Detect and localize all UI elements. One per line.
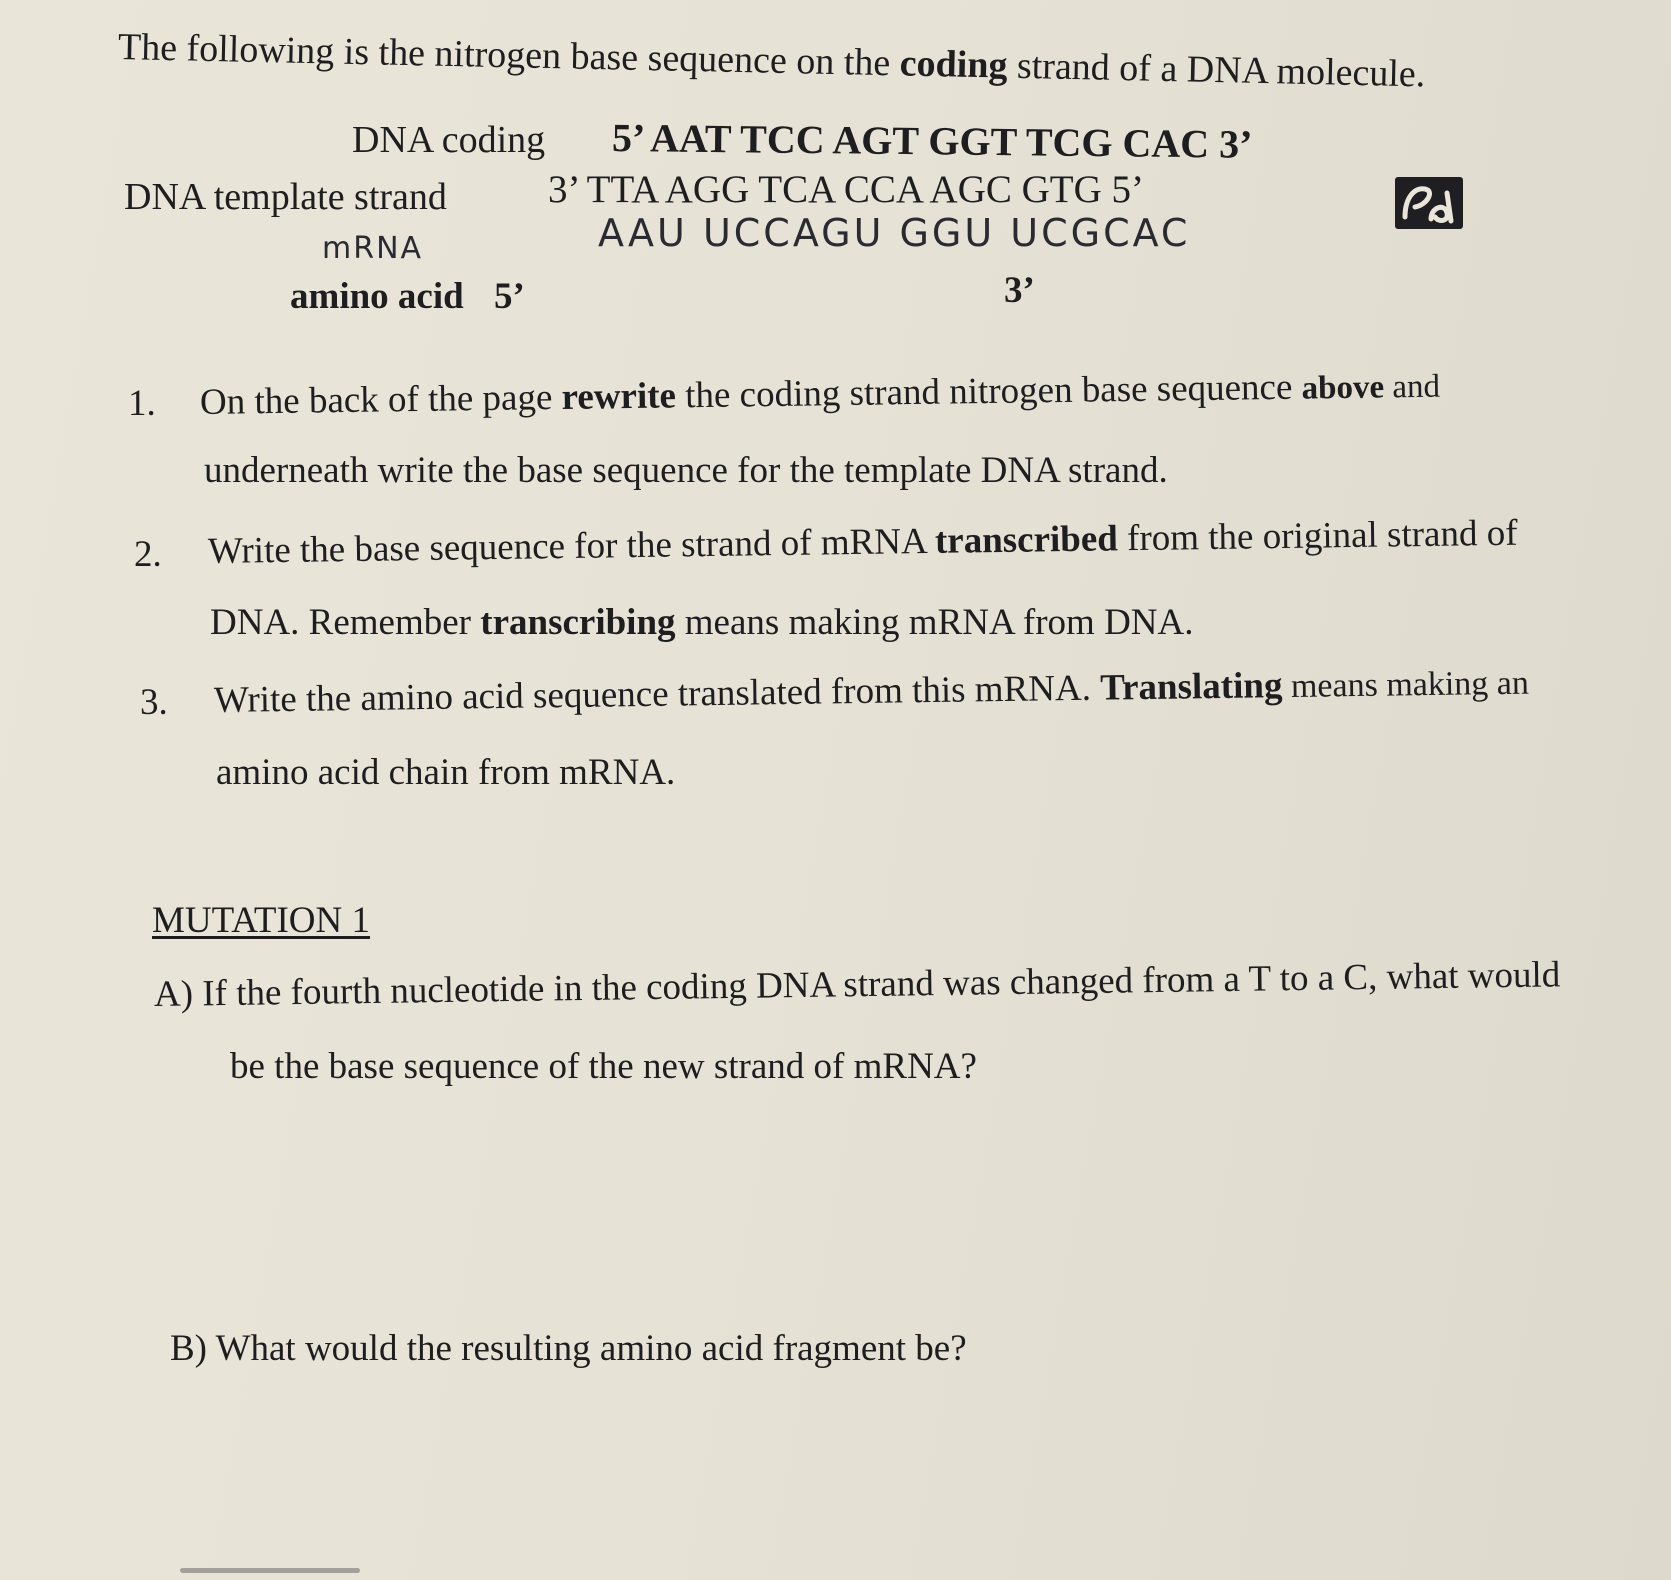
dna-coding-label: DNA coding: [352, 119, 546, 161]
question-3-number: 3.: [140, 682, 168, 723]
mutation-question-b: B) What would the resulting amino acid fragment be?: [170, 1328, 967, 1369]
amino-acid-3-prime: 3’: [1004, 270, 1035, 311]
intro-text: The following is the nitrogen base sequence on the coding strand of a DNA molecule.: [117, 26, 1426, 96]
question-2-number: 2.: [134, 534, 162, 575]
question-1-number: 1.: [128, 383, 156, 424]
dna-template-label: DNA template strand: [124, 176, 447, 218]
dna-coding-sequence: 5’ AAT TCC AGT GGT TCG CAC 3’: [611, 115, 1253, 167]
mutation-question-a-line-2: be the base sequence of the new strand of mRNA?: [230, 1046, 977, 1087]
question-1-line-2: underneath write the base sequence for the template DNA strand.: [204, 450, 1168, 491]
amino-acid-5-prime: 5’: [494, 276, 525, 317]
mutation-question-a-line-1: A) If the fourth nucleotide in the coding DNA strand was changed from a T to a C, what would: [153, 954, 1561, 1015]
question-2-line-1: Write the base sequence for the strand of mRNA transcribed from the original strand of: [207, 512, 1518, 572]
amino-acid-label: amino acid: [290, 276, 464, 317]
handwritten-badge-icon: [1395, 177, 1463, 229]
question-1-line-1: On the back of the page rewrite the coding strand nitrogen base sequence above and: [199, 366, 1441, 423]
question-2-line-2: DNA. Remember transcribing means making mRNA from DNA.: [210, 602, 1194, 643]
question-3-line-1: Write the amino acid sequence translated from this mRNA. Translating means making an: [213, 664, 1530, 721]
mrna-sequence: AAU UCCAGU GGU UCGCAC: [598, 211, 1191, 255]
dna-template-sequence: 3’ TTA AGG TCA CCA AGC GTG 5’: [548, 168, 1145, 211]
mutation-heading: MUTATION 1: [152, 900, 370, 941]
page-edge-mark: [180, 1568, 360, 1573]
mrna-label: mRNA: [322, 231, 424, 266]
question-3-line-2: amino acid chain from mRNA.: [216, 752, 676, 793]
